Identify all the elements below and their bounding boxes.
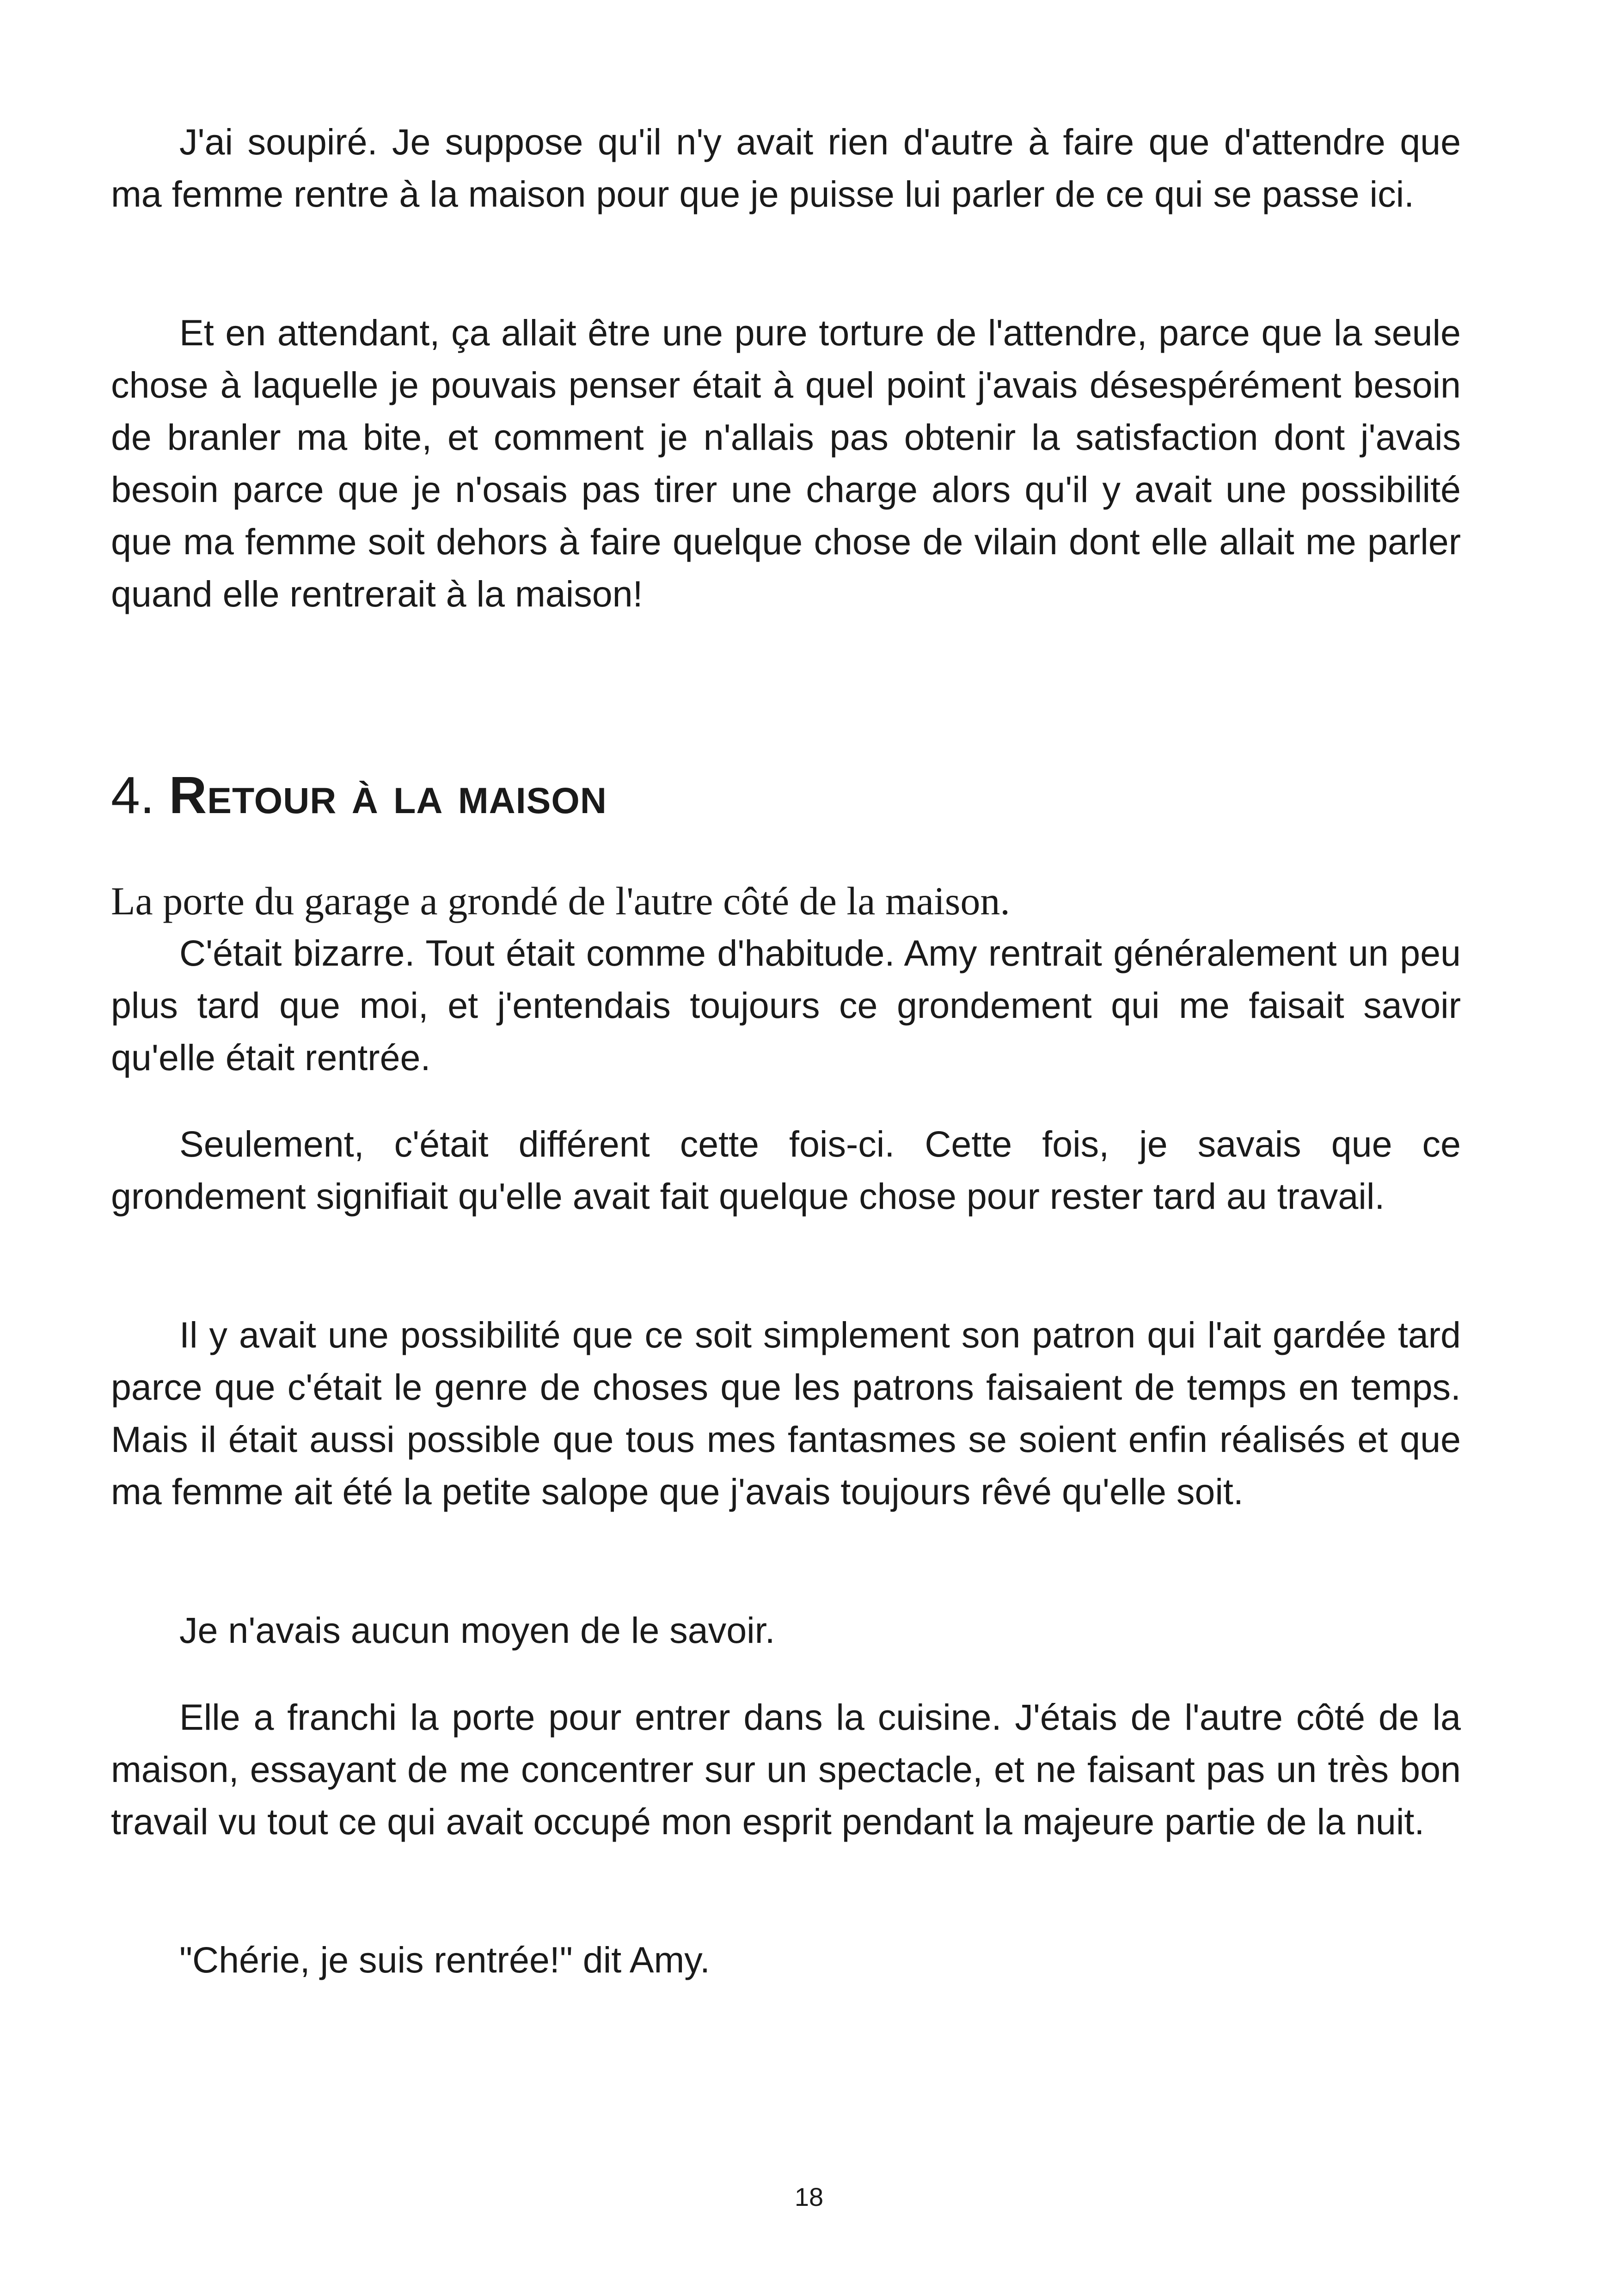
- chapter-first-line: La porte du garage a grondé de l'autre côté de la maison.: [111, 879, 1010, 923]
- paragraph: Je n'avais aucun moyen de le savoir.: [179, 1610, 775, 1651]
- paragraph: "Chérie, je suis rentrée!" dit Amy.: [179, 1939, 710, 1980]
- paragraph: Elle a franchi la porte pour entrer dans la cuisine. J'étais de l'autre côté de la maison, essayant de me concentrer sur un spectacle, et ne faisant pas un très bon travail vu tout ce qui avait occupé mon esprit pendant la majeure partie de la nuit.: [111, 1696, 1461, 1842]
- paragraph: Et en attendant, ça allait être une pure torture de l'attendre, parce que la seule chose à laquelle je pouvais penser était à quel point j'avais désespérément besoin de branler ma bite, et comment je n'allais pas obtenir la satisfaction dont j'avais besoin parce que je n'osais pas tirer une charge alors qu'il y avait une possibilité que ma femme soit dehors à faire quelque chose de vilain dont elle allait me parler quand elle rentrerait à la maison!: [111, 312, 1461, 614]
- paragraph: J'ai soupiré. Je suppose qu'il n'y avait rien d'autre à faire que d'attendre que ma femme rentre à la maison pour que je puisse lui parler de ce qui se passe ici.: [111, 121, 1461, 214]
- chapter-title: Retour à la maison: [169, 766, 607, 824]
- chapter-number: 4.: [111, 766, 155, 824]
- chapter-heading: [111, 765, 607, 825]
- paragraph: Il y avait une possibilité que ce soit simplement son patron qui l'ait gardée tard parce que c'était le genre de choses que les patrons faisaient de temps en temps. Mais il était aussi possible que tous mes fantasmes se soient enfin réalisés et que ma femme ait été la petite salope que j'avais toujours rêvé qu'elle soit.: [111, 1314, 1461, 1512]
- paragraph: C'était bizarre. Tout était comme d'habitude. Amy rentrait généralement un peu plus tard que moi, et j'entendais toujours ce grondement qui me faisait savoir qu'elle était rentrée.: [111, 932, 1461, 1078]
- paragraph: Seulement, c'était différent cette fois-ci. Cette fois, je savais que ce grondement signifiait qu'elle avait fait quelque chose pour rester tard au travail.: [111, 1123, 1461, 1217]
- page-number: 18: [794, 2182, 824, 2211]
